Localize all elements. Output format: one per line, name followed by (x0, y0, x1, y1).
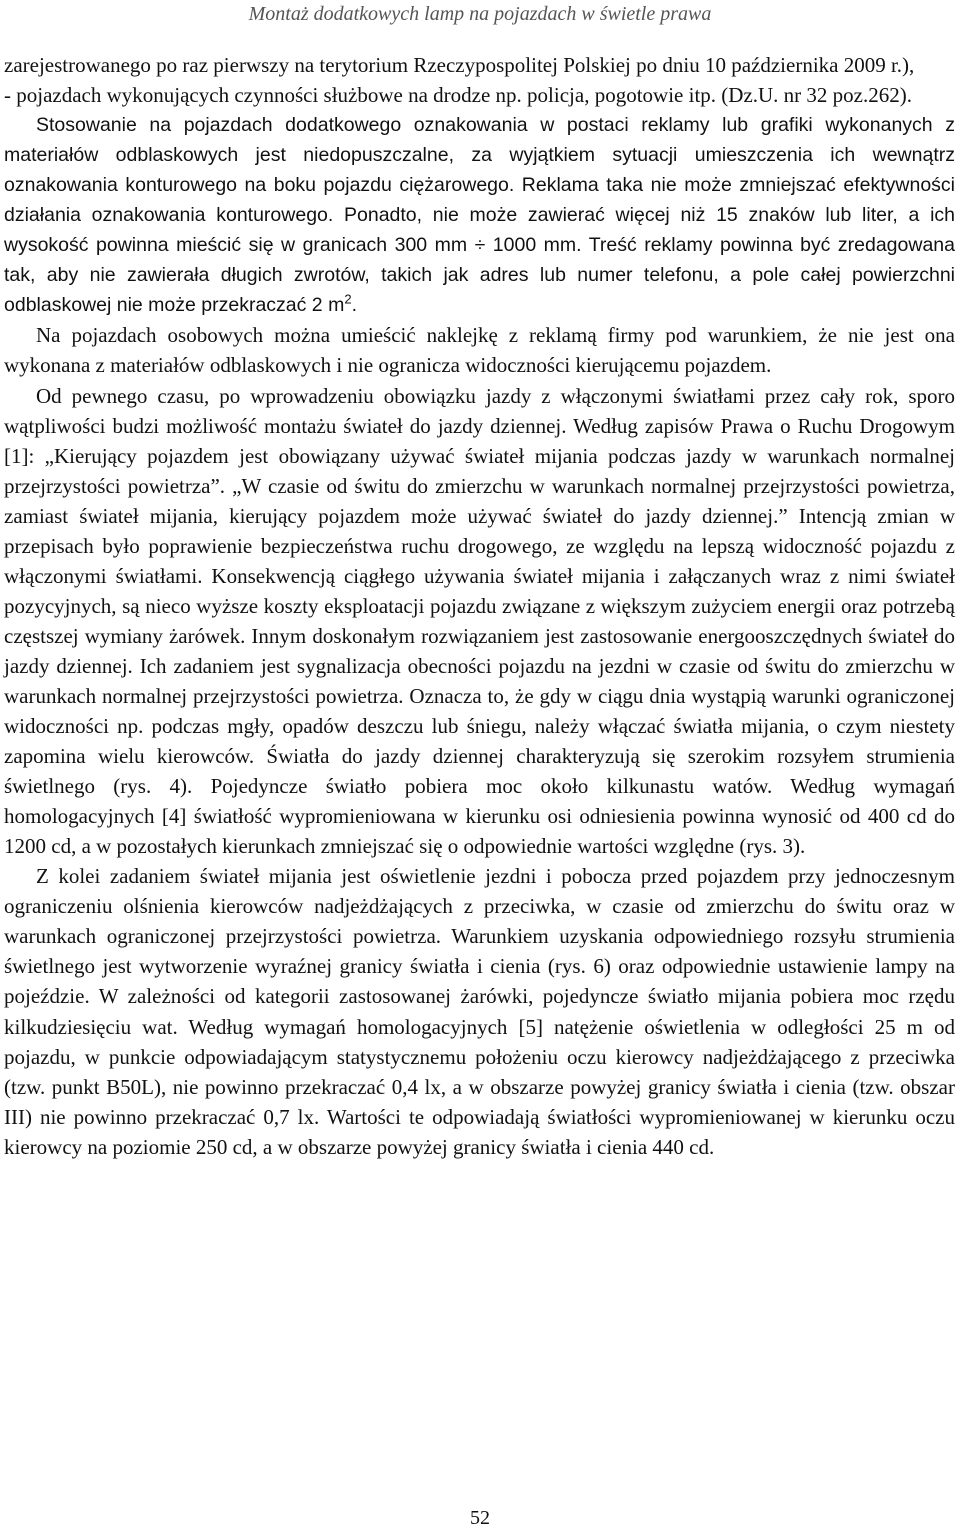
page-number: 52 (470, 1507, 490, 1529)
paragraph: Od pewnego czasu, po wprowadzeniu obowiązku jazdy z włączonymi światłami przez cały rok, sporo wątpliwości budzi możliwość montażu świateł do jazdy dziennej. Według zapisów Prawa o Ruchu Drogowym [1]: „Kierujący pojazdem jest obowiązany używać świateł mijania podczas jazdy w warunkach normalnej przejrzystości powietrza”. „W czasie od świtu do zmierzchu w warunkach normalnej przejrzystości powietrza, zamiast świateł mijania, kierujący pojazdem może używać świateł do jazdy dziennej.” Intencją zmian w przepisach było poprawienie bezpieczeństwa ruchu drogowego, ze względu na lepszą widoczność pojazdu z włączonymi światłami. Konsekwencją ciągłego używania świateł mijania i załączanych wraz z nimi świateł pozycyjnych, są nieco wyższe koszty eksploatacji pojazdu związane z większym zużyciem energii oraz potrzebą częstszej wymiany żarówek. Innym doskonałym rozwiązaniem jest zastosowanie energooszczędnych świateł do jazdy dziennej. Ich zadaniem jest sygnalizacja obecności pojazdu na jezdni w czasie od świtu do zmierzchu w warunkach normalnej przejrzystości powietrza. Oznacza to, że gdy w ciągu dnia wystąpią warunki ograniczonej widoczności np. podczas mgły, opadów deszczu lub śniegu, należy włączać światła mijania, o czym niestety zapomina wielu kierowców. Światła do jazdy dziennej charakteryzują się szerokim rozsyłem strumienia świetlnego (rys. 4). Pojedyncze światło pobiera moc około kilkunastu watów. Według wymagań homologacyjnych [4] światłość wypromieniowana w kierunku osi odniesienia powinna wynosić od 400 cd do 1200 cd, a w pozostałych kierunkach zmniejszać się o odpowiednie wartości względne (rys. 3). (4, 383, 955, 859)
paragraph-list-item: - pojazdach wykonujących czynności służbowe na drodze np. policja, pogotowie itp. (Dz.U. nr 32 poz.262). (4, 83, 912, 108)
paragraph-text: Stosowanie na pojazdach dodatkowego oznakowania w postaci reklamy lub grafiki wykonanych z materiałów odblaskowych jest niedopuszczalne, za wyjątkiem sytuacji umieszczenia ich wewnątrz oznakowania konturowego na boku pojazdu ciężarowego. Reklama taka nie może zmniejszać efektywności działania oznakowania konturowego. Ponadto, nie może zawierać więcej niż 15 znaków lub liter, a ich wysokość powinna mieścić się w granicach 300 mm ÷ 1000 mm. (4, 114, 955, 257)
paragraph: Na pojazdach osobowych można umieścić naklejkę z reklamą firmy pod warunkiem, że nie jest ona wykonana z materiałów odblaskowych i nie ogranicza widoczności kierującemu pojazdem. (4, 323, 955, 378)
body-text (4, 50, 955, 1162)
paragraph: Z kolei zadaniem świateł mijania jest oświetlenie jezdni i pobocza przed pojazdem przy jednoczesnym ograniczeniu olśnienia kierowców nadjeżdżających z przeciwka, w czasie od zmierzchu do świtu oraz w warunkach ograniczonej przejrzystości powietrza. Warunkiem uzyskania odpowiedniego rozsyłu strumienia świetlnego jest wytworzenie wyraźnej granicy światła i cienia (rys. 6) oraz odpowiednie ustawienie lampy na pojeździe. W zależności od kategorii zastosowanej żarówki, pojedyncze światło mijania pobiera moc rzędu kilkudziesięciu wat. Według wymagań homologacyjnych [5] natężenie oświetlenia w odległości 25 m od pojazdu, w punkcie odpowiadającym statystycznemu położeniu oczu kierowcy nadjeżdżającego z przeciwka (tzw. punkt B50L), nie powinno przekraczać 0,4 lx, a w obszarze powyżej granicy światła i cienia (tzw. obszar III) nie powinno przekraczać 0,7 lx. Wartości te odpowiadają światłości wypromieniowanej w kierunku oczu kierowcy na poziomie 250 cd, a w obszarze powyżej granicy światła i cienia 440 cd. (4, 864, 955, 1159)
paragraph-text: . (351, 294, 357, 317)
running-header: Montaż dodatkowych lamp na pojazdach w świetle prawa (248, 3, 712, 25)
superscript: 2 (344, 291, 352, 307)
paragraph (4, 110, 955, 320)
paragraph: zarejestrowanego po raz pierwszy na terytorium Rzeczypospolitej Polskiej po dniu 10 października 2009 r.), (4, 53, 915, 77)
paragraph-text: Treść reklamy powinna być zredagowana tak, aby nie zawierała długich zwrotów, takich jak adres lub numer telefonu, a pole całej powierzchni odblaskowej nie może przekraczać 2 m (4, 234, 955, 317)
